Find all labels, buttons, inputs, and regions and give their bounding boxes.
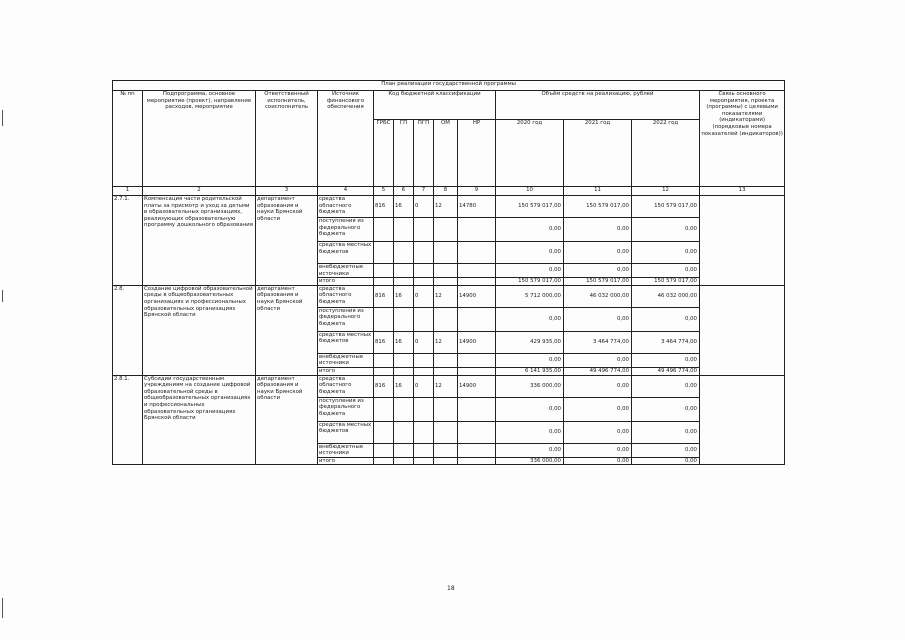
column-number: 3 <box>256 187 318 196</box>
column-number: 12 <box>632 187 700 196</box>
code-om: 12 <box>434 375 458 397</box>
source-local: средства местных бюджетов <box>318 421 374 443</box>
amount-2021: 0,00 <box>564 421 632 443</box>
column-number: 8 <box>434 187 458 196</box>
source-local: средства местных бюджетов <box>318 331 374 353</box>
code-pgp: 0 <box>414 331 434 353</box>
source-federal: поступления из федерального бюджета <box>318 397 374 421</box>
header-budget-code: Код бюджетной классификации <box>374 91 496 120</box>
amount-2020: 5 712 000,00 <box>496 285 564 307</box>
amount-2020: 0,00 <box>496 242 564 264</box>
source-federal: поступления из федерального бюджета <box>318 307 374 331</box>
amount-2021: 0,00 <box>564 307 632 331</box>
amount-2020: 429 935,00 <box>496 331 564 353</box>
code-pgp <box>414 242 434 264</box>
code-nr: 14900 <box>458 375 496 397</box>
header-subprogram: Подпрограмма, основное мероприятие (проект), направление расходов, мероприятие <box>143 91 256 187</box>
total-2021: 150 579 017,00 <box>564 278 632 286</box>
activity-name: Субсидии государственным учреждениям на создание цифровой образовательной среды в общеобразовательных организациях и профессиональных образовательных организациях Брянской области <box>143 375 256 465</box>
code-grbs: 816 <box>374 331 394 353</box>
code-gp <box>394 242 414 264</box>
scan-mark <box>2 598 3 618</box>
amount-2020: 0,00 <box>496 397 564 421</box>
code-grbs: 816 <box>374 375 394 397</box>
column-number: 4 <box>318 187 374 196</box>
activity-name: Компенсация части родительской платы за присмотр и уход за детьми в образовательных организациях, реализующих образовательную программу дошкольного образования <box>143 196 256 286</box>
code-nr: 14780 <box>458 196 496 218</box>
code-grbs <box>374 242 394 264</box>
header-grbs: ГРБС <box>374 120 394 187</box>
amount-2021: 0,00 <box>564 443 632 457</box>
header-om: ОМ <box>434 120 458 187</box>
scan-mark <box>2 110 3 126</box>
column-number: 9 <box>458 187 496 196</box>
code-pgp: 0 <box>414 196 434 218</box>
header-link: Связь основного мероприятия, проекта (программы) с целевыми показателями (индикаторами) (порядковые номера показателей (индикаторов)) <box>700 91 785 187</box>
total-2022: 0,00 <box>632 457 700 465</box>
header-2022: 2022 год <box>632 120 700 187</box>
code-gp: 16 <box>394 331 414 353</box>
source-total: итого <box>318 278 374 286</box>
column-number: 10 <box>496 187 564 196</box>
total-2020: 336 000,00 <box>496 457 564 465</box>
source-total: итого <box>318 367 374 375</box>
code-nr: 14900 <box>458 285 496 307</box>
amount-2022: 0,00 <box>632 307 700 331</box>
header-gp: ГП <box>394 120 414 187</box>
total-2021: 0,00 <box>564 457 632 465</box>
code-pgp: 0 <box>414 285 434 307</box>
amount-2022: 0,00 <box>632 353 700 367</box>
amount-2022: 0,00 <box>632 375 700 397</box>
header-nr: НР <box>458 120 496 187</box>
amount-2021: 0,00 <box>564 353 632 367</box>
source-regional: средства областного бюджета <box>318 196 374 218</box>
header-source: Источник финансового обеспечения <box>318 91 374 187</box>
amount-2022: 0,00 <box>632 242 700 264</box>
code-nr <box>458 421 496 443</box>
total-2020: 6 141 935,00 <box>496 367 564 375</box>
total-2020: 150 579 017,00 <box>496 278 564 286</box>
executor: департамент образования и науки Брянской области <box>256 285 318 375</box>
amount-2021: 3 464 774,00 <box>564 331 632 353</box>
amount-2021: 0,00 <box>564 242 632 264</box>
amount-2022: 0,00 <box>632 397 700 421</box>
amount-2020: 0,00 <box>496 264 564 278</box>
amount-2020: 0,00 <box>496 218 564 242</box>
amount-2022: 3 464 774,00 <box>632 331 700 353</box>
row-number: 2.7.1. <box>113 196 143 286</box>
source-offbudget: внебюджетные источники <box>318 353 374 367</box>
code-grbs <box>374 421 394 443</box>
code-nr <box>458 242 496 264</box>
amount-2021: 46 032 000,00 <box>564 285 632 307</box>
code-pgp <box>414 421 434 443</box>
header-2020: 2020 год <box>496 120 564 187</box>
amount-2021: 0,00 <box>564 264 632 278</box>
code-pgp: 0 <box>414 375 434 397</box>
executor: департамент образования и науки Брянской области <box>256 196 318 286</box>
amount-2020: 0,00 <box>496 353 564 367</box>
column-number: 5 <box>374 187 394 196</box>
amount-2021: 150 579 017,00 <box>564 196 632 218</box>
column-number: 2 <box>143 187 256 196</box>
amount-2020: 0,00 <box>496 307 564 331</box>
column-number: 1 <box>113 187 143 196</box>
total-2022: 150 579 017,00 <box>632 278 700 286</box>
source-regional: средства областного бюджета <box>318 285 374 307</box>
amount-2020: 150 579 017,00 <box>496 196 564 218</box>
code-om <box>434 242 458 264</box>
column-number: 6 <box>394 187 414 196</box>
scan-mark <box>2 290 3 302</box>
total-2021: 49 496 774,00 <box>564 367 632 375</box>
code-gp: 16 <box>394 285 414 307</box>
header-num: № пп <box>113 91 143 187</box>
amount-2022: 0,00 <box>632 443 700 457</box>
page-number: 18 <box>447 585 455 592</box>
source-total: итого <box>318 457 374 465</box>
code-om: 12 <box>434 331 458 353</box>
column-number: 13 <box>700 187 785 196</box>
code-gp <box>394 421 414 443</box>
amount-2021: 0,00 <box>564 397 632 421</box>
amount-2021: 0,00 <box>564 218 632 242</box>
indicator-link <box>700 196 785 286</box>
column-number: 11 <box>564 187 632 196</box>
column-number: 7 <box>414 187 434 196</box>
amount-2022: 46 032 000,00 <box>632 285 700 307</box>
row-number: 2.8. <box>113 285 143 375</box>
code-grbs: 816 <box>374 196 394 218</box>
indicator-link <box>700 285 785 375</box>
code-om: 12 <box>434 285 458 307</box>
code-nr: 14900 <box>458 331 496 353</box>
activity-name: Создание цифровой образовательной среды в общеобразовательных организациях и профессиональных образовательных организациях Брянской области <box>143 285 256 375</box>
header-executor: Ответственный исполнитель, соисполнитель <box>256 91 318 187</box>
code-grbs: 816 <box>374 285 394 307</box>
table-title: План реализации государственной программы <box>113 81 785 91</box>
amount-2022: 0,00 <box>632 421 700 443</box>
amount-2021: 0,00 <box>564 375 632 397</box>
header-pgp: ПГП <box>414 120 434 187</box>
source-local: средства местных бюджетов <box>318 242 374 264</box>
code-gp: 16 <box>394 375 414 397</box>
total-2022: 49 496 774,00 <box>632 367 700 375</box>
amount-2020: 336 000,00 <box>496 375 564 397</box>
executor: департамент образования и науки Брянской области <box>256 375 318 465</box>
amount-2020: 0,00 <box>496 421 564 443</box>
header-2021: 2021 год <box>564 120 632 187</box>
source-offbudget: внебюджетные источники <box>318 264 374 278</box>
amount-2022: 150 579 017,00 <box>632 196 700 218</box>
amount-2022: 0,00 <box>632 218 700 242</box>
amount-2022: 0,00 <box>632 264 700 278</box>
source-federal: поступления из федерального бюджета <box>318 218 374 242</box>
source-offbudget: внебюджетные источники <box>318 443 374 457</box>
indicator-link <box>700 375 785 465</box>
code-om: 12 <box>434 196 458 218</box>
source-regional: средства областного бюджета <box>318 375 374 397</box>
header-volume: Объём средств на реализацию, рублей <box>496 91 700 120</box>
program-plan-table <box>112 80 785 465</box>
code-om <box>434 421 458 443</box>
amount-2020: 0,00 <box>496 443 564 457</box>
row-number: 2.8.1. <box>113 375 143 465</box>
code-gp: 16 <box>394 196 414 218</box>
